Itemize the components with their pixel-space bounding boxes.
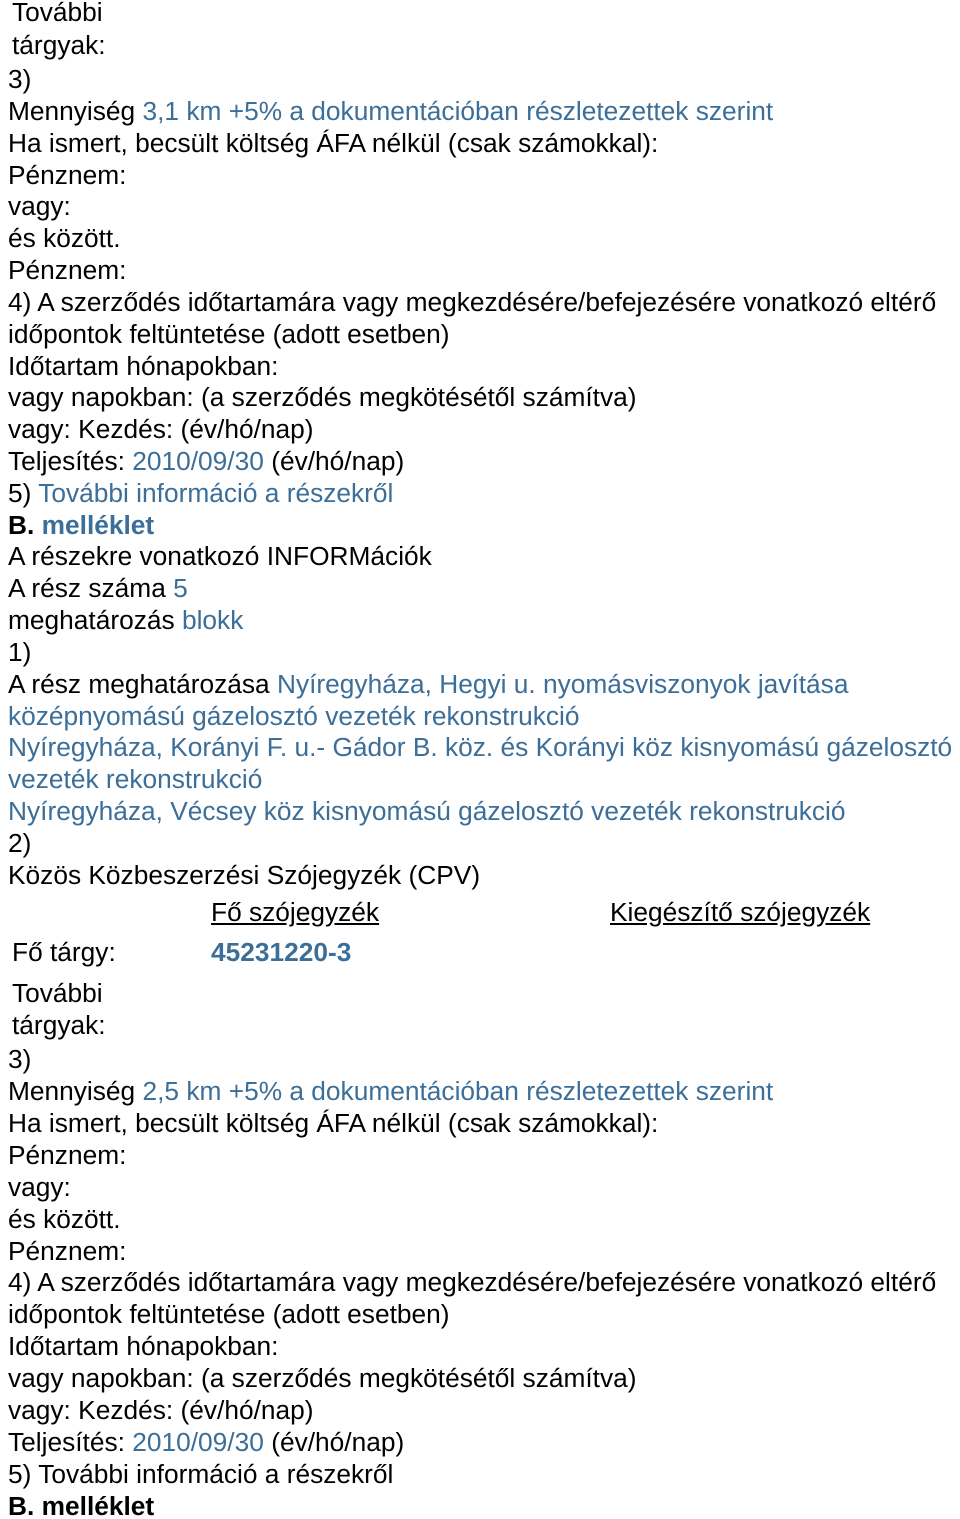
part-description-text-5: Nyíregyháza, Vécsey köz kisnyomású gázelosztó vezeték rekonstrukció bbox=[8, 796, 846, 827]
part-number-line bbox=[8, 573, 958, 605]
prev-annex-letter: B. bbox=[8, 509, 35, 540]
prev-additional-info-label: További információ a részekről bbox=[38, 477, 394, 508]
cpv-additional-subjects-label-line2: tárgyak: bbox=[12, 1010, 106, 1040]
prev-cost-label: Ha ismert, becsült költség ÁFA nélkül (csak számokkal): bbox=[8, 127, 659, 158]
part-description-text-2: középnyomású gázelosztó vezeték rekonstrukció bbox=[8, 700, 580, 731]
prev-annex-heading bbox=[8, 510, 958, 542]
part-definition-value: blokk bbox=[181, 605, 244, 636]
start-label: vagy: Kezdés: (év/hó/nap) bbox=[8, 1395, 314, 1426]
duration-months-label: Időtartam hónapokban: bbox=[8, 1331, 279, 1362]
completion-date: 2010/09/30 bbox=[132, 1427, 264, 1458]
schedule-heading-1: 4) A szerződés időtartamára vagy megkezdésére/befejezésére vonatkozó eltérő bbox=[8, 1267, 937, 1298]
part-number-label: A rész száma bbox=[8, 573, 166, 604]
prev-completion-date: 2010/09/30 bbox=[132, 445, 264, 476]
additional-info-line bbox=[8, 1459, 958, 1491]
prev-duration-months-label: Időtartam hónapokban: bbox=[8, 350, 279, 381]
currency-label-2: Pénznem: bbox=[8, 1235, 127, 1266]
additional-info-number: 5) bbox=[8, 1459, 32, 1490]
annex-word: melléklet bbox=[41, 1491, 155, 1519]
prev-currency-label-1: Pénznem: bbox=[8, 159, 127, 190]
document-body-lower bbox=[8, 1044, 958, 1518]
completion-label: Teljesítés: bbox=[8, 1427, 125, 1458]
part-description-text-3: Nyíregyháza, Korányi F. u.- Gádor B. köz. és Korányi köz kisnyomású gázelosztó bbox=[8, 732, 953, 763]
prev-currency-label-2: Pénznem: bbox=[8, 255, 127, 286]
cpv-heading: Közös Közbeszerzési Szójegyzék (CPV) bbox=[8, 859, 481, 890]
part-title: A részekre vonatkozó INFORMációk bbox=[8, 541, 432, 572]
prev-or-label: vagy: bbox=[8, 191, 71, 222]
completion-line bbox=[8, 1427, 958, 1459]
quantity-line bbox=[8, 1076, 958, 1108]
duration-days-label: vagy napokban: (a szerződés megkötésétől számítva) bbox=[8, 1363, 637, 1394]
part-number-value: 5 bbox=[173, 573, 188, 604]
part-definition-line bbox=[8, 605, 958, 637]
part-description-text-4: vezeték rekonstrukció bbox=[8, 764, 263, 795]
cpv-number: 2) bbox=[8, 827, 32, 858]
part-description-label: A rész meghatározása bbox=[8, 668, 270, 699]
prev-schedule-heading-2: időpontok feltüntetése (adott esetben) bbox=[8, 318, 450, 349]
or-label: vagy: bbox=[8, 1171, 71, 1202]
annex-heading bbox=[8, 1491, 958, 1519]
additional-info-label: További információ a részekről bbox=[38, 1459, 394, 1490]
currency-label-1: Pénznem: bbox=[8, 1139, 127, 1170]
part-definition-label: meghatározás bbox=[8, 605, 175, 636]
part-description-text-1: Nyíregyháza, Hegyi u. nyomásviszonyok javítása bbox=[276, 668, 849, 699]
document-body-upper bbox=[8, 64, 958, 892]
prev-quantity-label: Mennyiség bbox=[8, 95, 136, 126]
range-label: és között. bbox=[8, 1203, 121, 1234]
prev-duration-days-label: vagy napokban: (a szerződés megkötésétől számítva) bbox=[8, 382, 637, 413]
annex-letter: B. bbox=[8, 1491, 35, 1519]
cpv-column-main: Fő szójegyzék bbox=[211, 897, 380, 927]
prev-quantity-line bbox=[8, 96, 958, 128]
cpv-column-supplementary: Kiegészítő szójegyzék bbox=[610, 897, 871, 927]
prev-additional-info-line bbox=[8, 478, 958, 510]
prev-completion-label: Teljesítés: bbox=[8, 445, 125, 476]
prev-range-label: és között. bbox=[8, 223, 121, 254]
schedule-heading-2: időpontok feltüntetése (adott esetben) bbox=[8, 1299, 450, 1330]
prev-quantity-value: 3,1 km +5% a dokumentációban részletezettek szerint bbox=[142, 95, 774, 126]
part-description-number: 1) bbox=[8, 636, 32, 667]
cpv-main-subject-label: Fő tárgy: bbox=[12, 937, 116, 967]
quantity-value: 2,5 km +5% a dokumentációban részletezettek szerint bbox=[142, 1075, 774, 1106]
quantity-label: Mennyiség bbox=[8, 1075, 136, 1106]
prev-completion-format: (év/hó/nap) bbox=[271, 445, 405, 476]
prev-quantity-number: 3) bbox=[8, 64, 32, 95]
prev-schedule-heading-1: 4) A szerződés időtartamára vagy megkezdésére/befejezésére vonatkozó eltérő bbox=[8, 286, 937, 317]
prev-additional-subjects-label-line2: tárgyak: bbox=[12, 30, 106, 60]
quantity-number: 3) bbox=[8, 1044, 32, 1075]
prev-annex-word: melléklet bbox=[41, 509, 155, 540]
cpv-additional-subjects-label-line1: További bbox=[12, 978, 103, 1008]
prev-start-label: vagy: Kezdés: (év/hó/nap) bbox=[8, 414, 314, 445]
prev-additional-info-number: 5) bbox=[8, 477, 32, 508]
part-description-line-1 bbox=[8, 669, 958, 701]
prev-completion-line bbox=[8, 446, 958, 478]
completion-format: (év/hó/nap) bbox=[271, 1427, 405, 1458]
cost-label: Ha ismert, becsült költség ÁFA nélkül (csak számokkal): bbox=[8, 1107, 659, 1138]
prev-additional-subjects-label-line1: További bbox=[12, 0, 103, 27]
cpv-main-subject-code: 45231220-3 bbox=[211, 937, 352, 967]
